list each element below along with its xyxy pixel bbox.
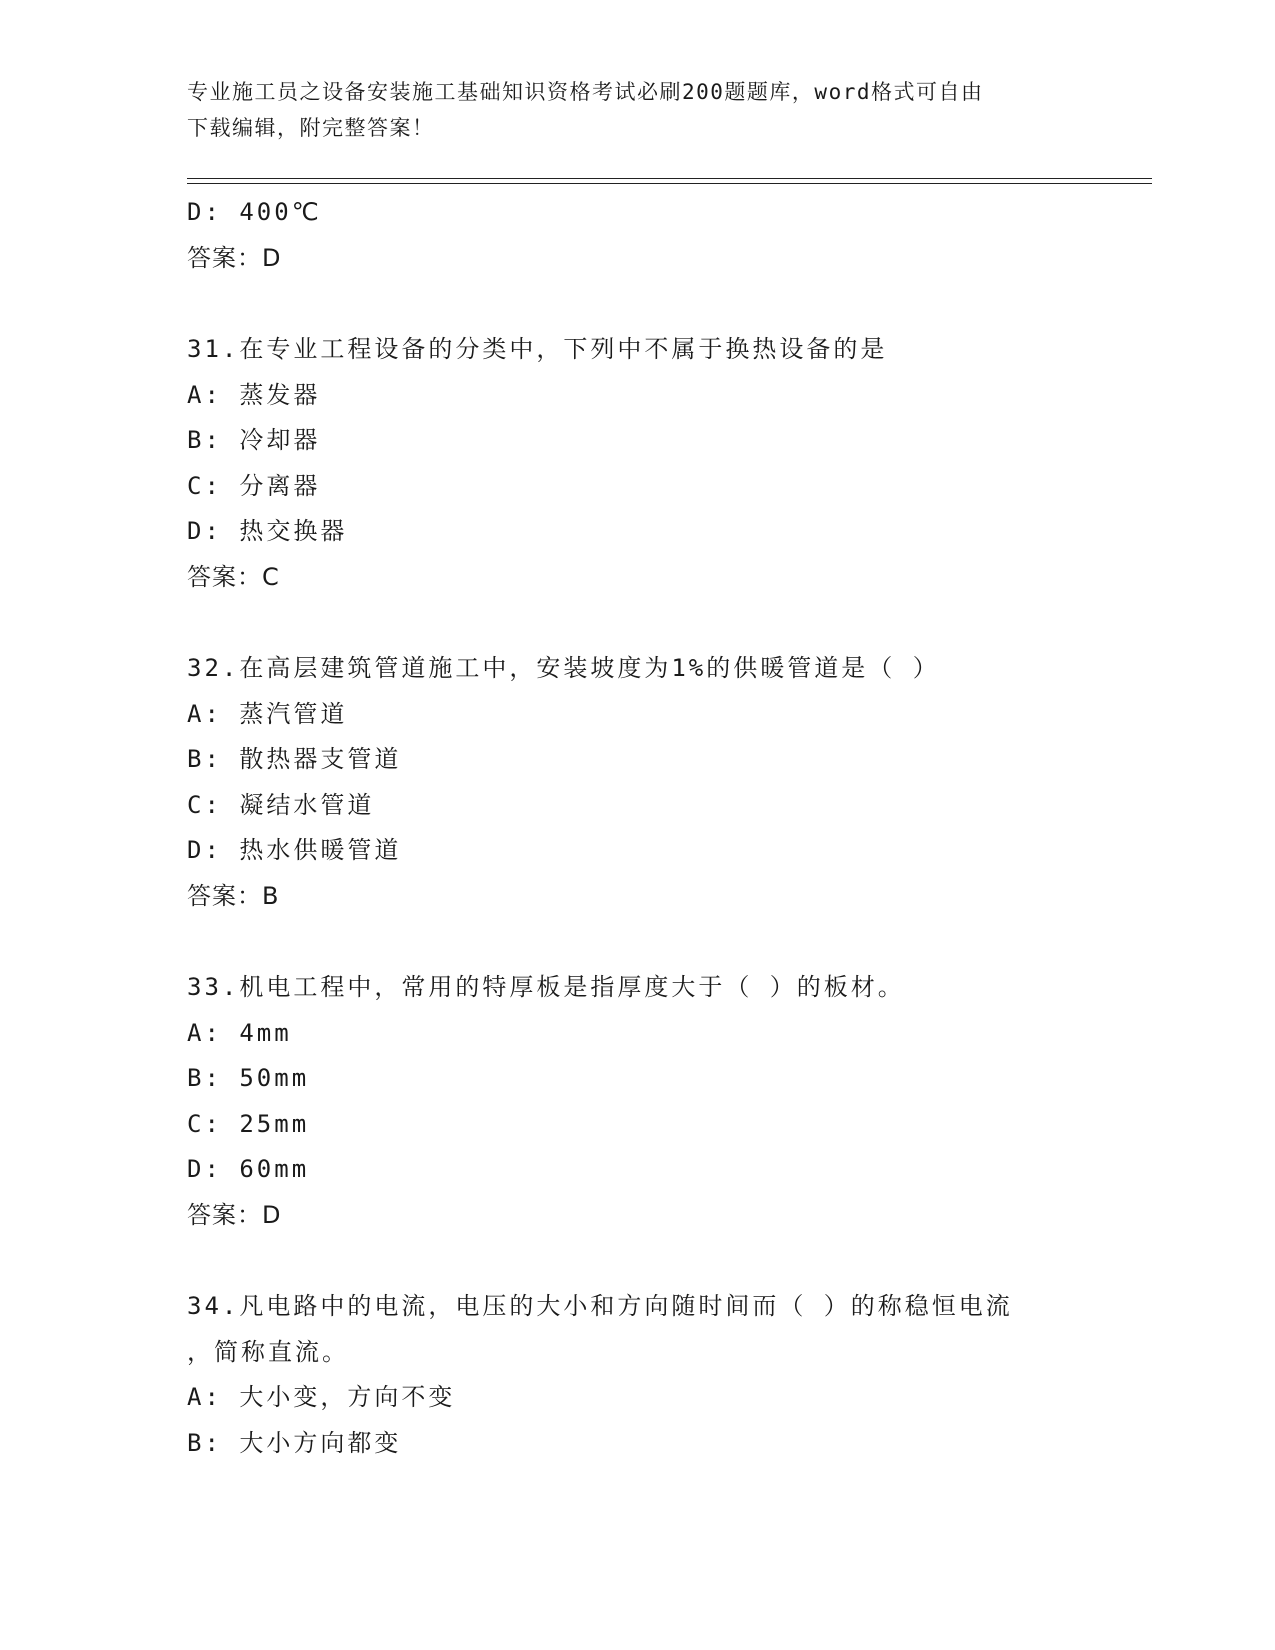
previous-question-tail — [187, 190, 1107, 281]
option-d: D: 热交换器 — [187, 517, 348, 545]
header-title-line-2: 下载编辑，附完整答案！ — [187, 116, 435, 140]
option-b: B: 冷却器 — [187, 426, 321, 454]
header-divider-top — [187, 178, 1152, 179]
question-stem-line-2: ，简称直流。 — [187, 1337, 349, 1366]
header-divider-bottom — [187, 183, 1152, 184]
question-31 — [187, 327, 1107, 600]
question-33 — [187, 965, 1107, 1238]
question-list — [187, 190, 1107, 1466]
option-d: D: 60mm — [187, 1155, 310, 1183]
option-d: D: 热水供暖管道 — [187, 836, 402, 864]
question-34 — [187, 1284, 1107, 1466]
option-b: B: 大小方向都变 — [187, 1428, 402, 1457]
document-header — [187, 74, 1087, 146]
spacer — [187, 919, 1107, 965]
question-32 — [187, 646, 1107, 919]
answer-line: 答案：C — [187, 562, 280, 591]
option-a: A: 蒸发器 — [187, 380, 321, 409]
answer-line: 答案：B — [187, 881, 280, 910]
option-c: C: 25mm — [187, 1109, 310, 1138]
spacer — [187, 600, 1107, 646]
question-stem-line-1: 34.凡电路中的电流，电压的大小和方向随时间而（ ）的称稳恒电流 — [187, 1292, 1013, 1320]
question-stem: 31.在专业工程设备的分类中，下列中不属于换热设备的是 — [187, 335, 888, 363]
option-b: B: 50mm — [187, 1064, 310, 1092]
option-d: D: 400℃ — [187, 198, 322, 226]
answer-line: 答案：D — [187, 1200, 282, 1229]
option-a: A: 大小变，方向不变 — [187, 1383, 456, 1411]
spacer — [187, 281, 1107, 327]
question-stem: 33.机电工程中，常用的特厚板是指厚度大于（ ）的板材。 — [187, 973, 905, 1001]
option-c: C: 凝结水管道 — [187, 790, 375, 819]
header-title-line-1: 专业施工员之设备安装施工基础知识资格考试必刷200题题库，word格式可自由 — [187, 80, 984, 104]
option-a: A: 蒸汽管道 — [187, 699, 348, 728]
option-b: B: 散热器支管道 — [187, 745, 402, 773]
spacer — [187, 1238, 1107, 1284]
option-a: A: 4mm — [187, 1018, 292, 1047]
question-stem: 32.在高层建筑管道施工中，安装坡度为1%的供暖管道是（ ） — [187, 654, 940, 682]
option-c: C: 分离器 — [187, 471, 321, 500]
answer-line: 答案：D — [187, 243, 282, 272]
